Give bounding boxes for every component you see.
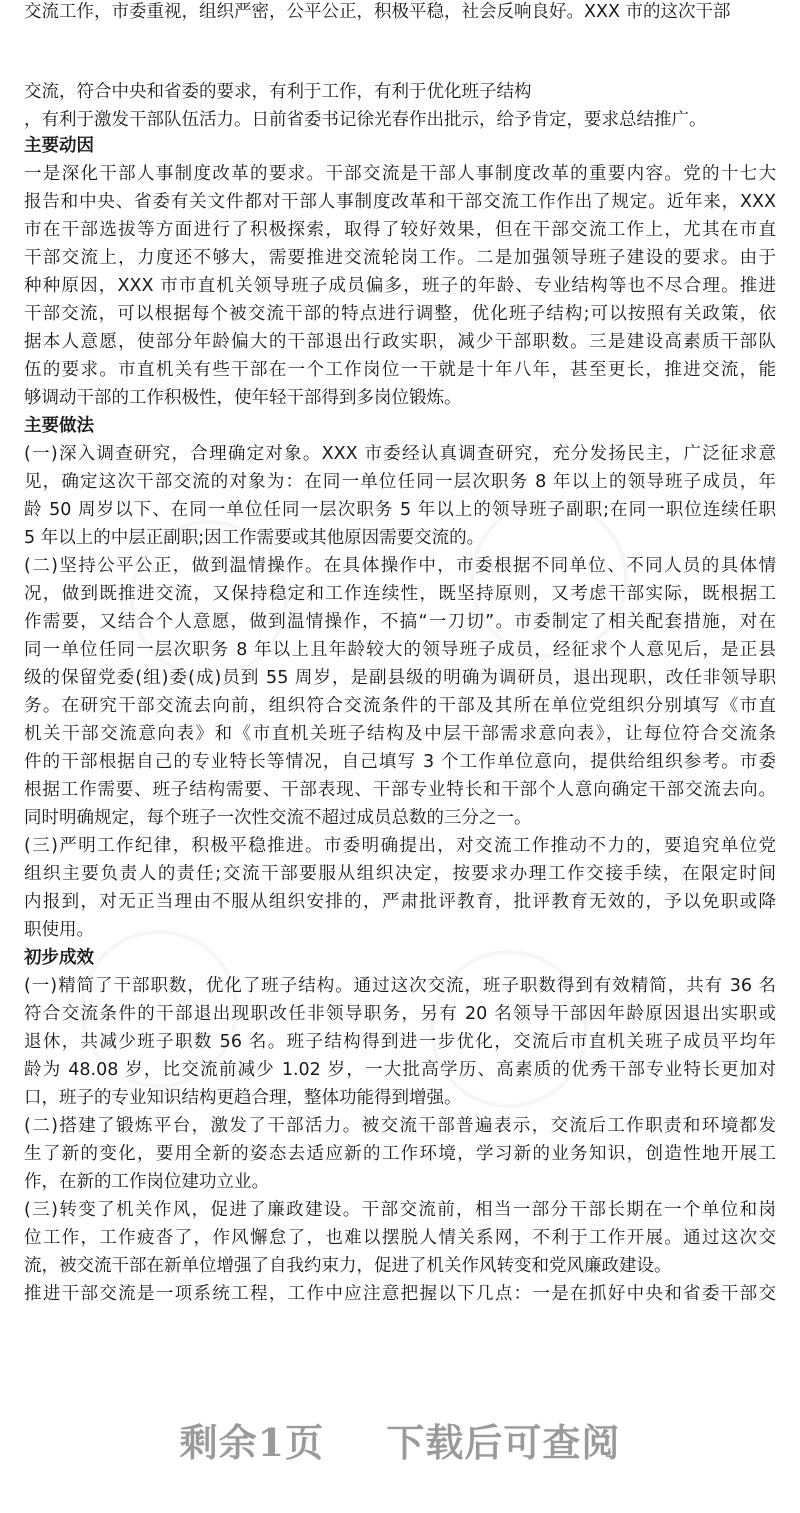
text-line: 同一单位任同一层次职务 8 年以上且年龄较大的领导班子成员，经征求个人意见后，是正县	[24, 640, 776, 660]
download-to-view-label: 下载后可查阅	[386, 1420, 621, 1465]
text-line: 根据工作需要、班子结构需要、干部表现、干部专业特长和干部个人意向确定干部交流去向。	[24, 780, 776, 800]
text-line: 龄为 48.08 岁，比交流前减少 1.02 岁，一大批高学历、高素质的优秀干部专业特长更加对	[24, 1060, 776, 1080]
text-line: 职使用。	[24, 920, 94, 940]
text-line: 级的保留党委(组)委(成)员到 55 周岁，是副县级的明确为调研员，退出现职，改任非领导职	[24, 668, 776, 688]
text-line: 务。在研究干部交流去向前，组织符合交流条件的干部及其所在单位党组织分别填写《市直	[24, 696, 776, 716]
text-line: 作需要，又结合个人意愿，做到温情操作，不搞“一刀切”。市委制定了相关配套措施，对在	[24, 612, 776, 632]
text-line: 内报到，对无正当理由不服从组织安排的，严肃批评教育，批评教育无效的，予以免职或降	[24, 892, 776, 912]
text-line: 况，做到既推进交流，又保持稳定和工作连续性，既坚持原则，又考虑干部实际，既根据工	[24, 584, 776, 604]
text-line: 生了新的变化，要用全新的姿态去适应新的工作环境，学习新的业务知识，创造性地开展工	[24, 1144, 776, 1164]
text-line: 符合交流条件的干部退出现职改任非领导职务，另有 20 名领导干部因年龄原因退出实职或	[24, 1004, 776, 1024]
text-line: 见，确定这次干部交流的对象为：在同一单位任同一层次职务 8 年以上的领导班子成员，年	[24, 472, 776, 492]
text-line: (一)精简了干部职数，优化了班子结构。通过这次交流，班子职数得到有效精简，共有 36 名	[24, 976, 776, 996]
text-line: (一)深入调查研究，合理确定对象。XXX 市委经认真调查研究，充分发扬民主，广泛征求意	[24, 444, 776, 464]
text-line: (二)搭建了锻炼平台，激发了干部活力。被交流干部普遍表示，交流后工作职责和环境都发	[24, 1116, 776, 1136]
text-line: 干部交流，可以根据每个被交流干部的特点进行调整，优化班子结构;可以按照有关政策，依	[24, 304, 776, 324]
text-line: 干部交流上，力度还不够大，需要推进交流轮岗工作。二是加强领导班子建设的要求。由于	[24, 248, 776, 268]
text-line: 伍的要求。市直机关有些干部在一个工作岗位一干就是十年八年，甚至更长，推进交流，能	[24, 360, 776, 380]
text-line: 龄 50 周岁以下、在同一单位任同一层次职务 5 年以上的领导班子副职;在同一职位连续任职	[24, 500, 776, 520]
text-line: 够调动干部的工作积极性，使年轻干部得到多岗位锻炼。	[24, 388, 462, 408]
text-line: 据本人意愿，使部分年龄偏大的干部退出行政实职，减少干部职数。三是建设高素质干部队	[24, 332, 776, 352]
text-line: 交流工作，市委重视，组织严密，公平公正，积极平稳，社会反响良好。XXX 市的这次干部	[24, 2, 731, 22]
text-line: 机关干部交流意向表》和《市直机关班子结构及中层干部需求意向表》，让每位符合交流条	[24, 724, 776, 744]
text-line: (三)转变了机关作风，促进了廉政建设。干部交流前，相当一部分干部长期在一个单位和岗	[24, 1200, 776, 1220]
text-line: 一是深化干部人事制度改革的要求。干部交流是干部人事制度改革的重要内容。党的十七大	[24, 164, 776, 184]
text-line: 流，被交流干部在新单位增强了自我约束力，促进了机关作风转变和党风廉政建设。	[24, 1256, 672, 1276]
text-line: 退休，共减少班子职数 56 名。班子结构得到进一步优化，交流后市直机关班子成员平均年	[24, 1032, 776, 1052]
section-heading: 主要做法	[24, 416, 94, 436]
text-line: 种种原因，XXX 市市直机关领导班子成员偏多，班子的年龄、专业结构等也不尽合理。推进	[24, 276, 776, 296]
text-line: 交流，符合中央和省委的要求，有利于工作，有利于优化班子结构	[24, 82, 532, 102]
section-heading: 初步成效	[24, 948, 94, 968]
text-line: 市在干部选拔等方面进行了积极探索，取得了较好效果，但在干部交流工作上，尤其在市直	[24, 220, 776, 240]
section-heading: 主要动因	[24, 136, 94, 156]
text-line: (二)坚持公平公正，做到温情操作。在具体操作中，市委根据不同单位、不同人员的具体情	[24, 556, 776, 576]
text-line: 组织主要负责人的责任;交流干部要服从组织决定，按要求办理工作交接手续，在限定时间	[24, 864, 776, 884]
text-line: 件的干部根据自己的专业特长等情况，自己填写 3 个工作单位意向，提供给组织参考。市委	[24, 752, 776, 772]
text-line: 5 年以上的中层正副职;因工作需要或其他原因需要交流的。	[24, 528, 485, 548]
text-line: ，有利于激发干部队伍活力。日前省委书记徐光春作出批示，给予肯定，要求总结推广。	[24, 110, 707, 130]
download-prompt[interactable]	[0, 1412, 800, 1467]
text-line: 报告和中央、省委有关文件都对干部人事制度改革和干部交流工作作出了规定。近年来，XXX	[24, 192, 776, 212]
text-line: 位工作，工作疲沓了，作风懈怠了，也难以摆脱人情关系网，不利于工作开展。通过这次交	[24, 1228, 776, 1248]
text-line: 推进干部交流是一项系统工程，工作中应注意把握以下几点：一是在抓好中央和省委干部交	[24, 1284, 776, 1304]
remaining-pages-label: 剩余1页	[179, 1420, 325, 1465]
text-line: 作，在新的工作岗位建功立业。	[24, 1172, 269, 1192]
text-line: 同时明确规定，每个班子一次性交流不超过成员总数的三分之一。	[24, 808, 532, 828]
text-line: (三)严明工作纪律，积极平稳推进。市委明确提出，对交流工作推动不力的，要追究单位党	[24, 836, 776, 856]
text-line: 口，班子的专业知识结构更趋合理，整体功能得到增强。	[24, 1088, 462, 1108]
